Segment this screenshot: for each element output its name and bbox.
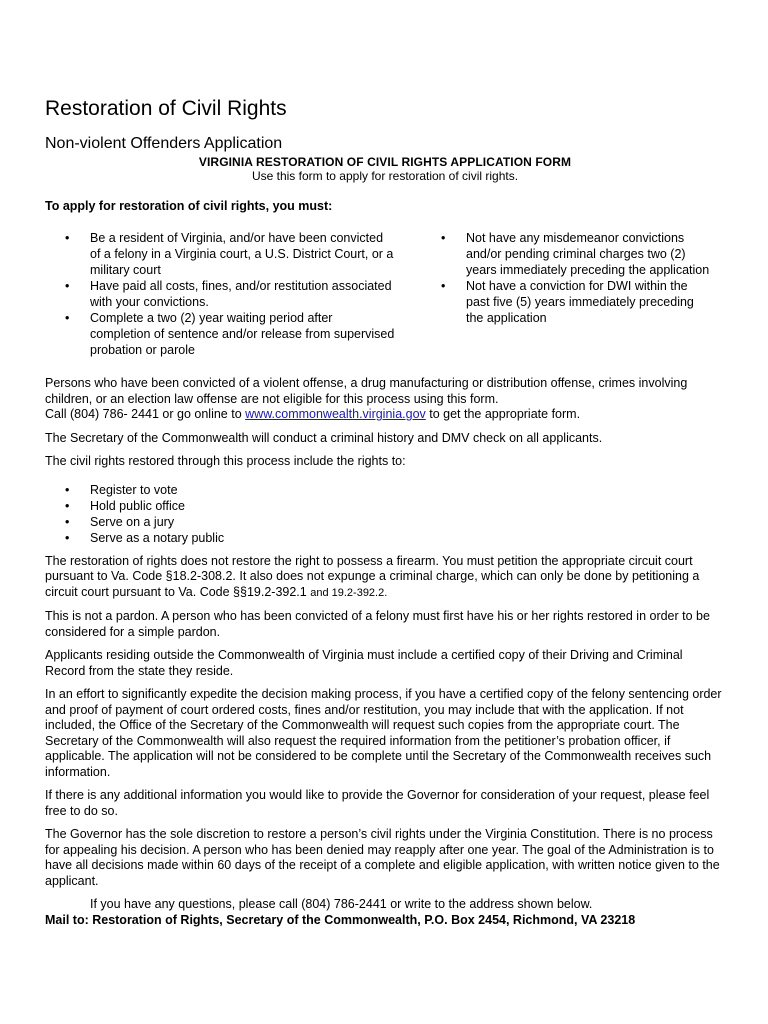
requirement-item (45, 278, 395, 310)
bullet-icon: • (65, 311, 70, 325)
right-item (45, 514, 725, 530)
right-item-text: Serve on a jury (90, 514, 175, 529)
bullet-icon: • (441, 231, 446, 245)
right-item (45, 482, 725, 498)
violent-offense-paragraph (45, 376, 725, 423)
mail-to-address: Mail to: Restoration of Rights, Secretary of the Commonwealth, P.O. Box 2454, Richmond, VA 23218 (45, 912, 636, 927)
call-prefix: Call (804) 786- 2441 or go online to (45, 407, 246, 421)
form-title: VIRGINIA RESTORATION OF CIVIL RIGHTS APPLICATION FORM (198, 155, 572, 169)
right-item (45, 530, 725, 546)
requirement-item-text: Be a resident of Virginia, and/or have been convicted of a felony in a Virginia court, a U.S. District Court, or a military court (90, 231, 394, 277)
requirement-item (45, 310, 395, 358)
requirements-right-list (421, 230, 711, 326)
rights-intro-paragraph: The civil rights restored through this process include the rights to: (45, 454, 406, 468)
requirement-item-text: Not have a conviction for DWI within the past five (5) years immediately preceding the application (466, 279, 694, 325)
governor-paragraph: The Governor has the sole discretion to restore a person’s civil rights under the Virginia Constitution. There is no process for appealing his decision. A person who has been denied may reapply after one year. The goal of the Administration is to have all decisions made within 60 days of the receipt of a complete and eligible application, with written notice given to the applicant. (45, 827, 720, 888)
requirements-columns (45, 230, 725, 358)
violent-offense-text: Persons who have been convicted of a violent offense, a drug manufacturing or distribution offense, crimes involving children, or an election law offense are not eligible for this process using this form. (45, 376, 688, 406)
document-page (45, 96, 725, 928)
right-item (45, 498, 725, 514)
requirements-left-column (45, 230, 395, 358)
bullet-icon: • (65, 279, 70, 293)
requirement-item (421, 278, 711, 326)
requirement-item-text: Have paid all costs, fines, and/or restitution associated with your convictions. (90, 279, 392, 309)
bullet-icon: • (441, 279, 446, 293)
right-item-text: Hold public office (90, 498, 185, 513)
outside-virginia-paragraph: Applicants residing outside the Commonwealth of Virginia must include a certified copy of their Driving and Criminal Record from the state they reside. (45, 648, 683, 678)
requirement-item (45, 230, 395, 278)
commonwealth-website-link[interactable]: www.commonwealth.virginia.gov (245, 407, 426, 421)
form-subtitle: Use this form to apply for restoration of civil rights. (251, 169, 519, 183)
rights-list (45, 482, 725, 546)
requirement-item (421, 230, 711, 278)
page-title: Restoration of Civil Rights (45, 97, 287, 120)
requirement-item-text: Complete a two (2) year waiting period after completion of sentence and/or release from supervised probation or parole (90, 311, 395, 357)
firearm-text: The restoration of rights does not restore the right to possess a firearm. You must petition the appropriate circuit court pursuant to Va. Code §18.2-308.2. It also does not expunge a criminal charge, which can only be done by petitioning a circuit court pursuant to Va. Code §§19.2-392.1 (45, 553, 700, 599)
bullet-icon: • (65, 482, 70, 497)
additional-info-paragraph: If there is any additional information you would like to provide the Governor for consideration of your request, please feel free to do so. (45, 788, 710, 818)
firearm-paragraph (45, 554, 725, 602)
bullet-icon: • (65, 231, 70, 245)
requirements-right-column (421, 230, 711, 358)
right-item-text: Serve as a notary public (90, 530, 225, 545)
requirements-heading: To apply for restoration of civil rights, you must: (45, 199, 333, 213)
bullet-icon: • (65, 530, 70, 545)
questions-paragraph: If you have any questions, please call (804) 786-2441 or write to the address shown below. (90, 897, 593, 911)
secretary-check-paragraph: The Secretary of the Commonwealth will conduct a criminal history and DMV check on all applicants. (45, 430, 603, 445)
page-subtitle: Non-violent Offenders Application (45, 135, 283, 152)
expedite-paragraph: In an effort to significantly expedite the decision making process, if you have a certified copy of the felony sentencing order and proof of payment of court ordered costs, fines and/or restitution, you may include that with the application. If not included, the Office of the Secretary of the Commonwealth will request such copies from the appropriate court. The Secretary of the Commonwealth will also request the required information from the petitioner’s probation officer, if applicable. The application will not be considered to be complete until the Secretary of the Commonwealth receives such information. (45, 687, 722, 779)
call-suffix: to get the appropriate form. (425, 407, 581, 421)
bullet-icon: • (65, 498, 70, 513)
pardon-paragraph: This is not a pardon. A person who has been convicted of a felony must first have his or her rights restored in order to be considered for a simple pardon. (45, 609, 710, 639)
requirements-left-list (45, 230, 395, 358)
requirement-item-text: Not have any misdemeanor convictions and/or pending criminal charges two (2) years immediately preceding the application (466, 231, 710, 277)
bullet-icon: • (65, 514, 70, 529)
right-item-text: Register to vote (90, 482, 178, 497)
firearm-code-tail: and 19.2-392.2. (310, 586, 388, 599)
